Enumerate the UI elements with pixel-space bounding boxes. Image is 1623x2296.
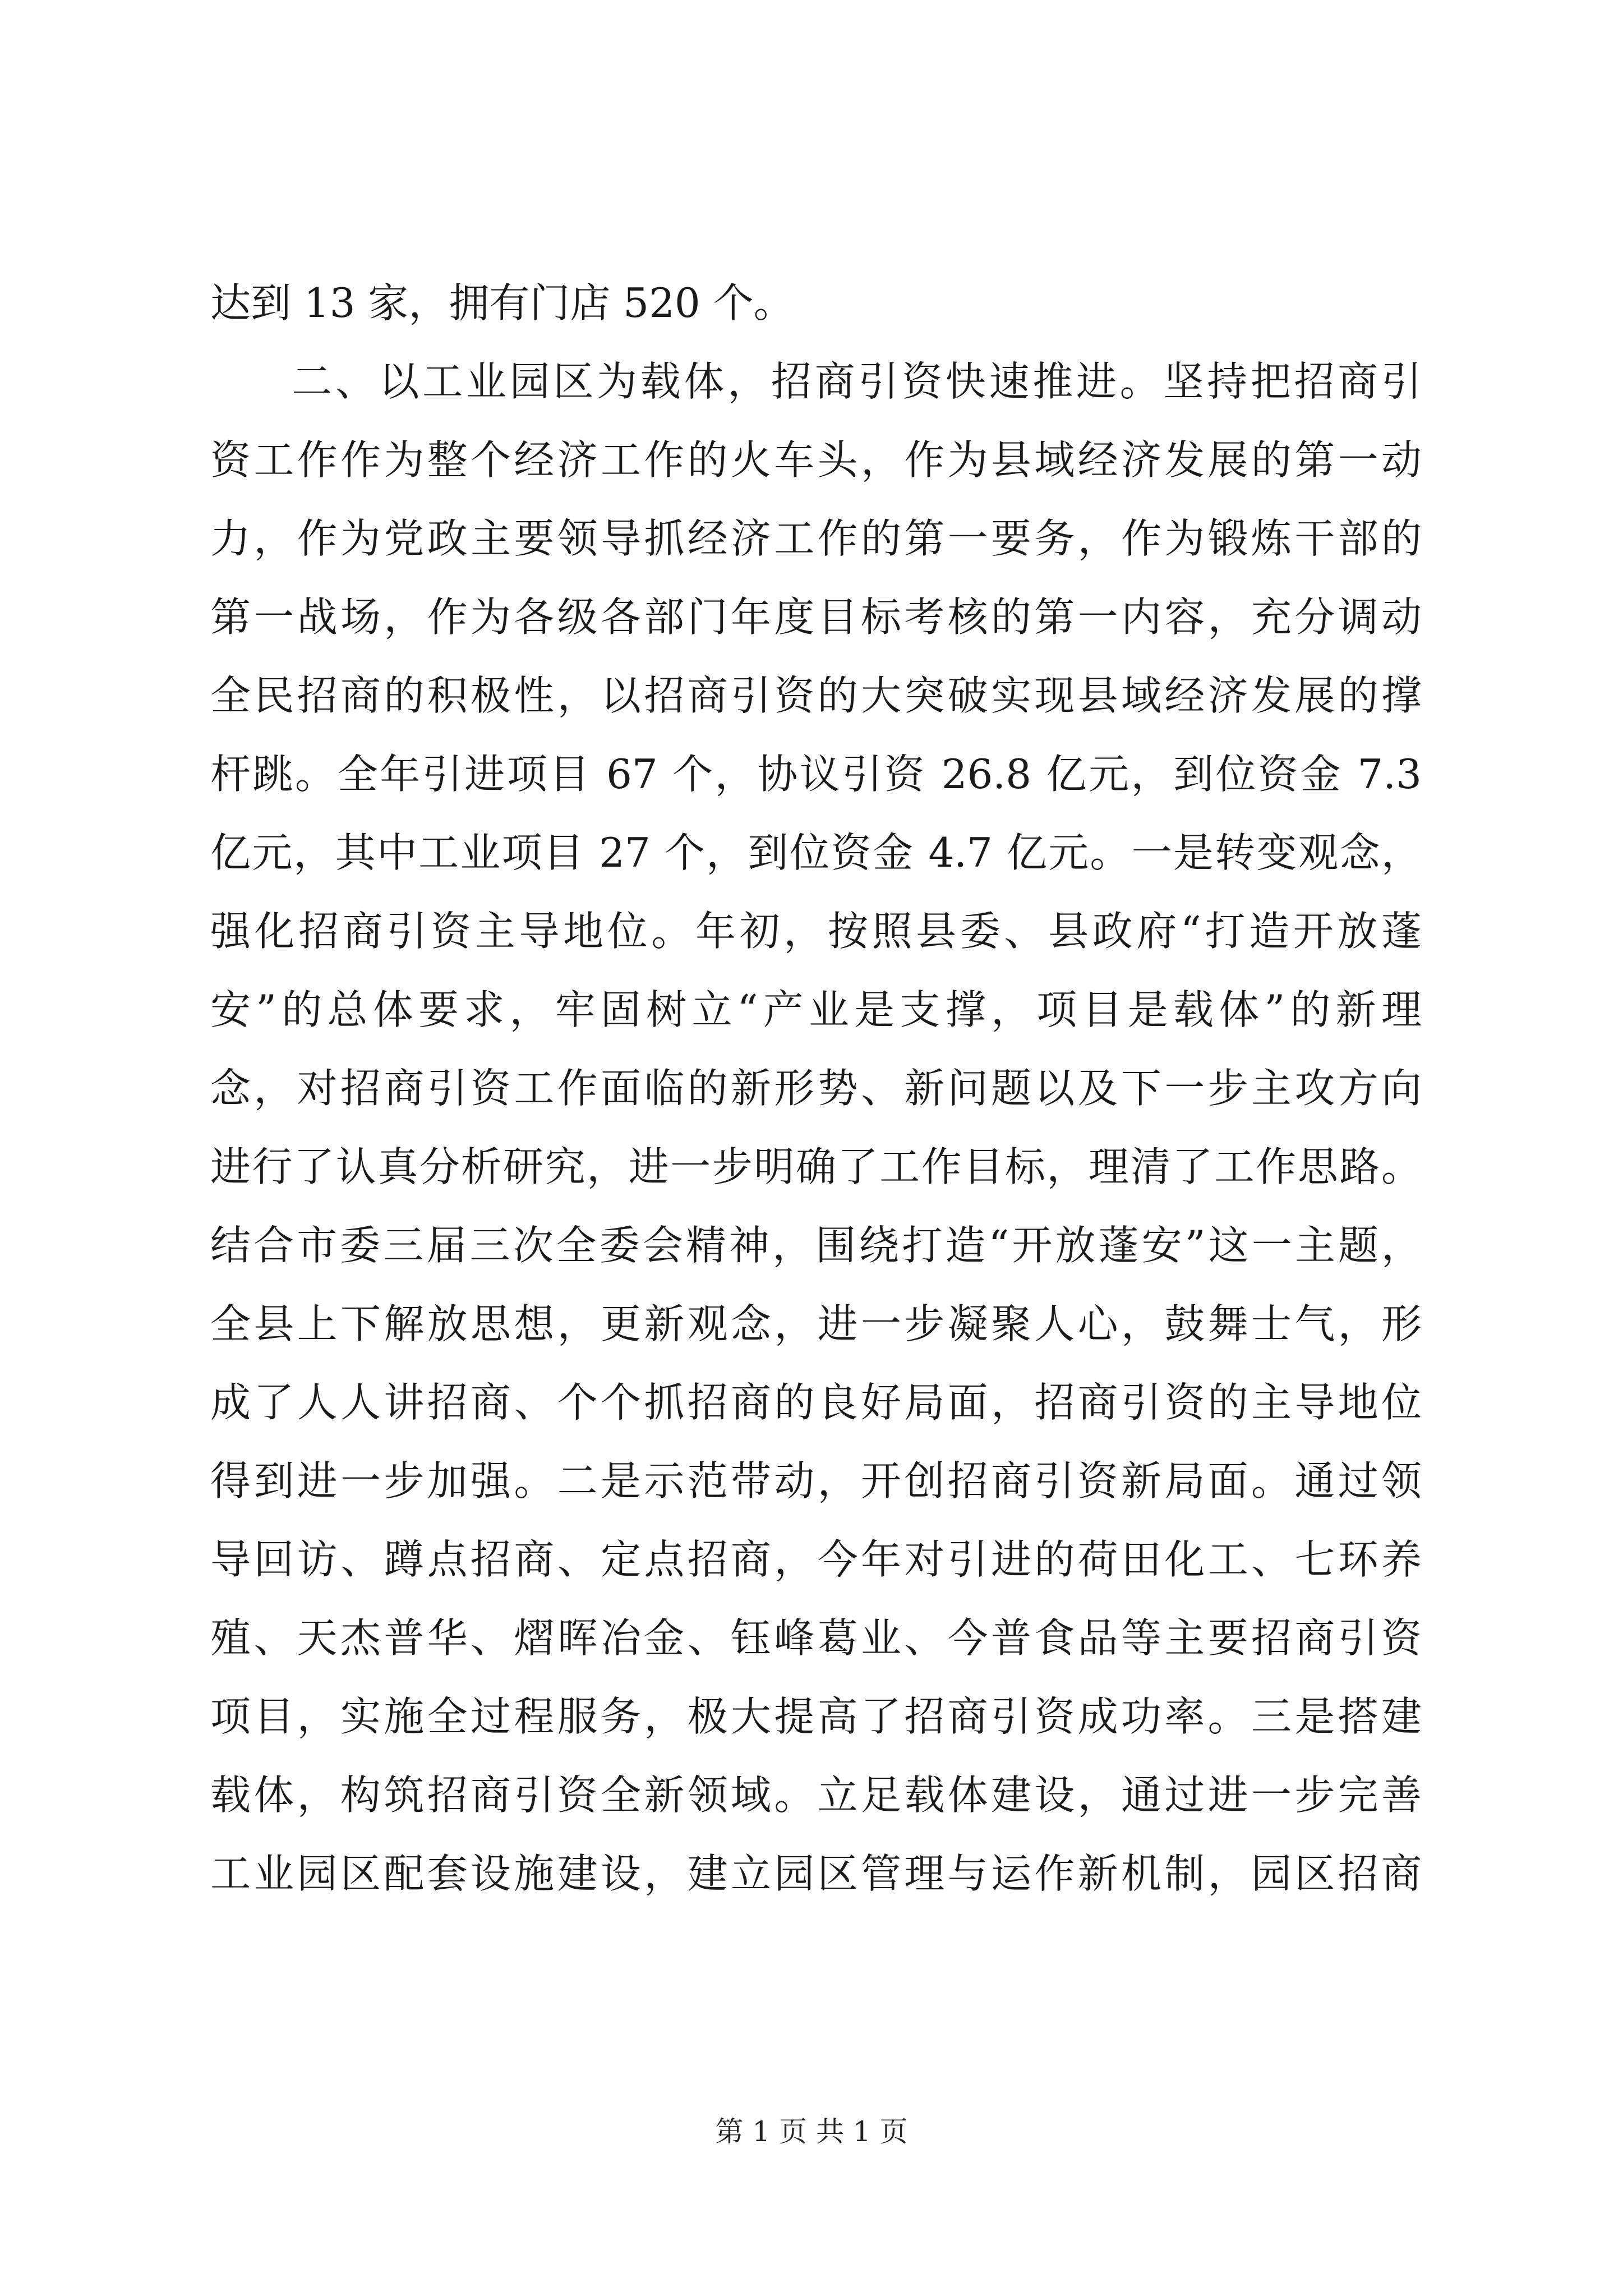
text-line-11: 念，对招商引资工作面临的新形势、新问题以及下一步主攻方向	[210, 1065, 1422, 1112]
text-line-2: 二、以工业园区为载体，招商引资快速推进。坚持把招商引	[292, 358, 1422, 405]
text-line-10: 安”的总体要求，牢固树立“产业是支撑，项目是载体”的新理	[210, 986, 1422, 1033]
text-line-12: 进行了认真分析研究，进一步明确了工作目标，理清了工作思路。	[210, 1143, 1422, 1190]
text-line-21: 工业园区配套设施建设，建立园区管理与运作新机制，园区招商	[210, 1850, 1422, 1897]
text-line-8: 亿元，其中工业项目 27 个，到位资金 4.7 亿元。一是转变观念，	[210, 829, 1422, 876]
text-line-9: 强化招商引资主导地位。年初，按照县委、县政府“打造开放蓬	[210, 908, 1422, 955]
text-line-17: 导回访、蹲点招商、定点招商，今年对引进的荷田化工、七环养	[210, 1536, 1422, 1583]
text-line-20: 载体，构筑招商引资全新领域。立足载体建设，通过进一步完善	[210, 1772, 1422, 1819]
text-line-14: 全县上下解放思想，更新观念，进一步凝聚人心，鼓舞士气，形	[210, 1300, 1422, 1347]
text-line-15: 成了人人讲招商、个个抓招商的良好局面，招商引资的主导地位	[210, 1379, 1422, 1426]
text-line-3: 资工作作为整个经济工作的火车头，作为县域经济发展的第一动	[210, 436, 1422, 484]
text-line-19: 项目，实施全过程服务，极大提高了招商引资成功率。三是搭建	[210, 1693, 1422, 1740]
text-line-18: 殖、天杰普华、熠晖冶金、钰峰葛业、今普食品等主要招商引资	[210, 1614, 1422, 1662]
text-line-5: 第一战场，作为各级各部门年度目标考核的第一内容，充分调动	[210, 593, 1422, 641]
text-line-1: 达到 13 家，拥有门店 520 个。	[210, 279, 794, 326]
text-line-6: 全民招商的积极性，以招商引资的大突破实现县域经济发展的撑	[210, 672, 1422, 719]
text-line-16: 得到进一步加强。二是示范带动，开创招商引资新局面。通过领	[210, 1457, 1422, 1504]
page-number-footer: 第 1 页 共 1 页	[715, 2115, 908, 2148]
text-line-7: 杆跳。全年引进项目 67 个，协议引资 26.8 亿元，到位资金 7.3	[210, 751, 1422, 798]
text-line-13: 结合市委三届三次全委会精神，围绕打造“开放蓬安”这一主题，	[210, 1222, 1422, 1269]
text-line-4: 力，作为党政主要领导抓经济工作的第一要务，作为锻炼干部的	[210, 515, 1422, 562]
